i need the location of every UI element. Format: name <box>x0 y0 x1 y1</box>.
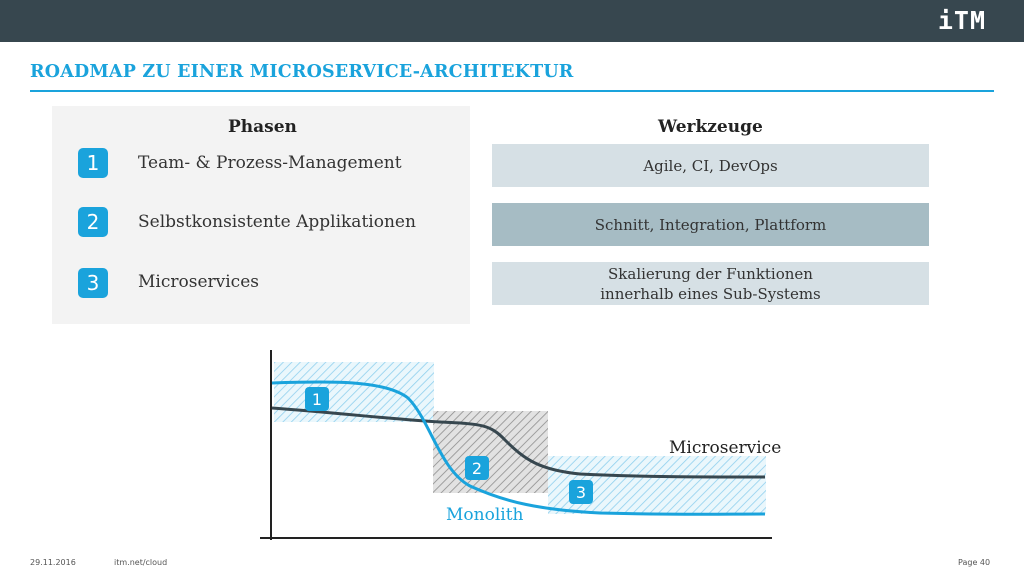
phase-number-1: 1 <box>78 148 108 178</box>
phase-number-3: 3 <box>78 268 108 298</box>
phase-label-3: Microservices <box>138 272 259 292</box>
footer-date: 29.11.2016 <box>30 558 76 567</box>
phase-label-2: Selbstkonsistente Applikationen <box>138 212 416 232</box>
footer-url: itm.net/cloud <box>114 558 168 567</box>
page-title: ROADMAP ZU EINER MICROSERVICE-ARCHITEKTUR <box>30 62 574 82</box>
tool-label-1: Agile, CI, DevOps <box>643 156 778 175</box>
phase-number-2: 2 <box>78 207 108 237</box>
phase-1-region <box>274 362 434 422</box>
microservice-label: Microservice <box>669 438 782 458</box>
diagram-marker-1-label: 1 <box>311 390 323 409</box>
itm-logo: iTM <box>937 6 986 35</box>
tool-label-3-line1: Skalierung der Funktionen <box>608 264 813 283</box>
diagram-marker-2-label: 2 <box>471 459 483 478</box>
phase-label-1: Team- & Prozess-Management <box>138 153 402 173</box>
tool-label-2: Schnitt, Integration, Plattform <box>594 215 827 234</box>
diagram-marker-3-label: 3 <box>575 483 587 502</box>
monolith-label: Monolith <box>446 505 524 525</box>
tool-label-3-line2: innerhalb eines Sub-Systems <box>600 284 821 303</box>
footer-page-number: Page 40 <box>958 558 991 567</box>
phases-heading: Phasen <box>228 117 297 137</box>
tools-heading: Werkzeuge <box>658 117 763 137</box>
